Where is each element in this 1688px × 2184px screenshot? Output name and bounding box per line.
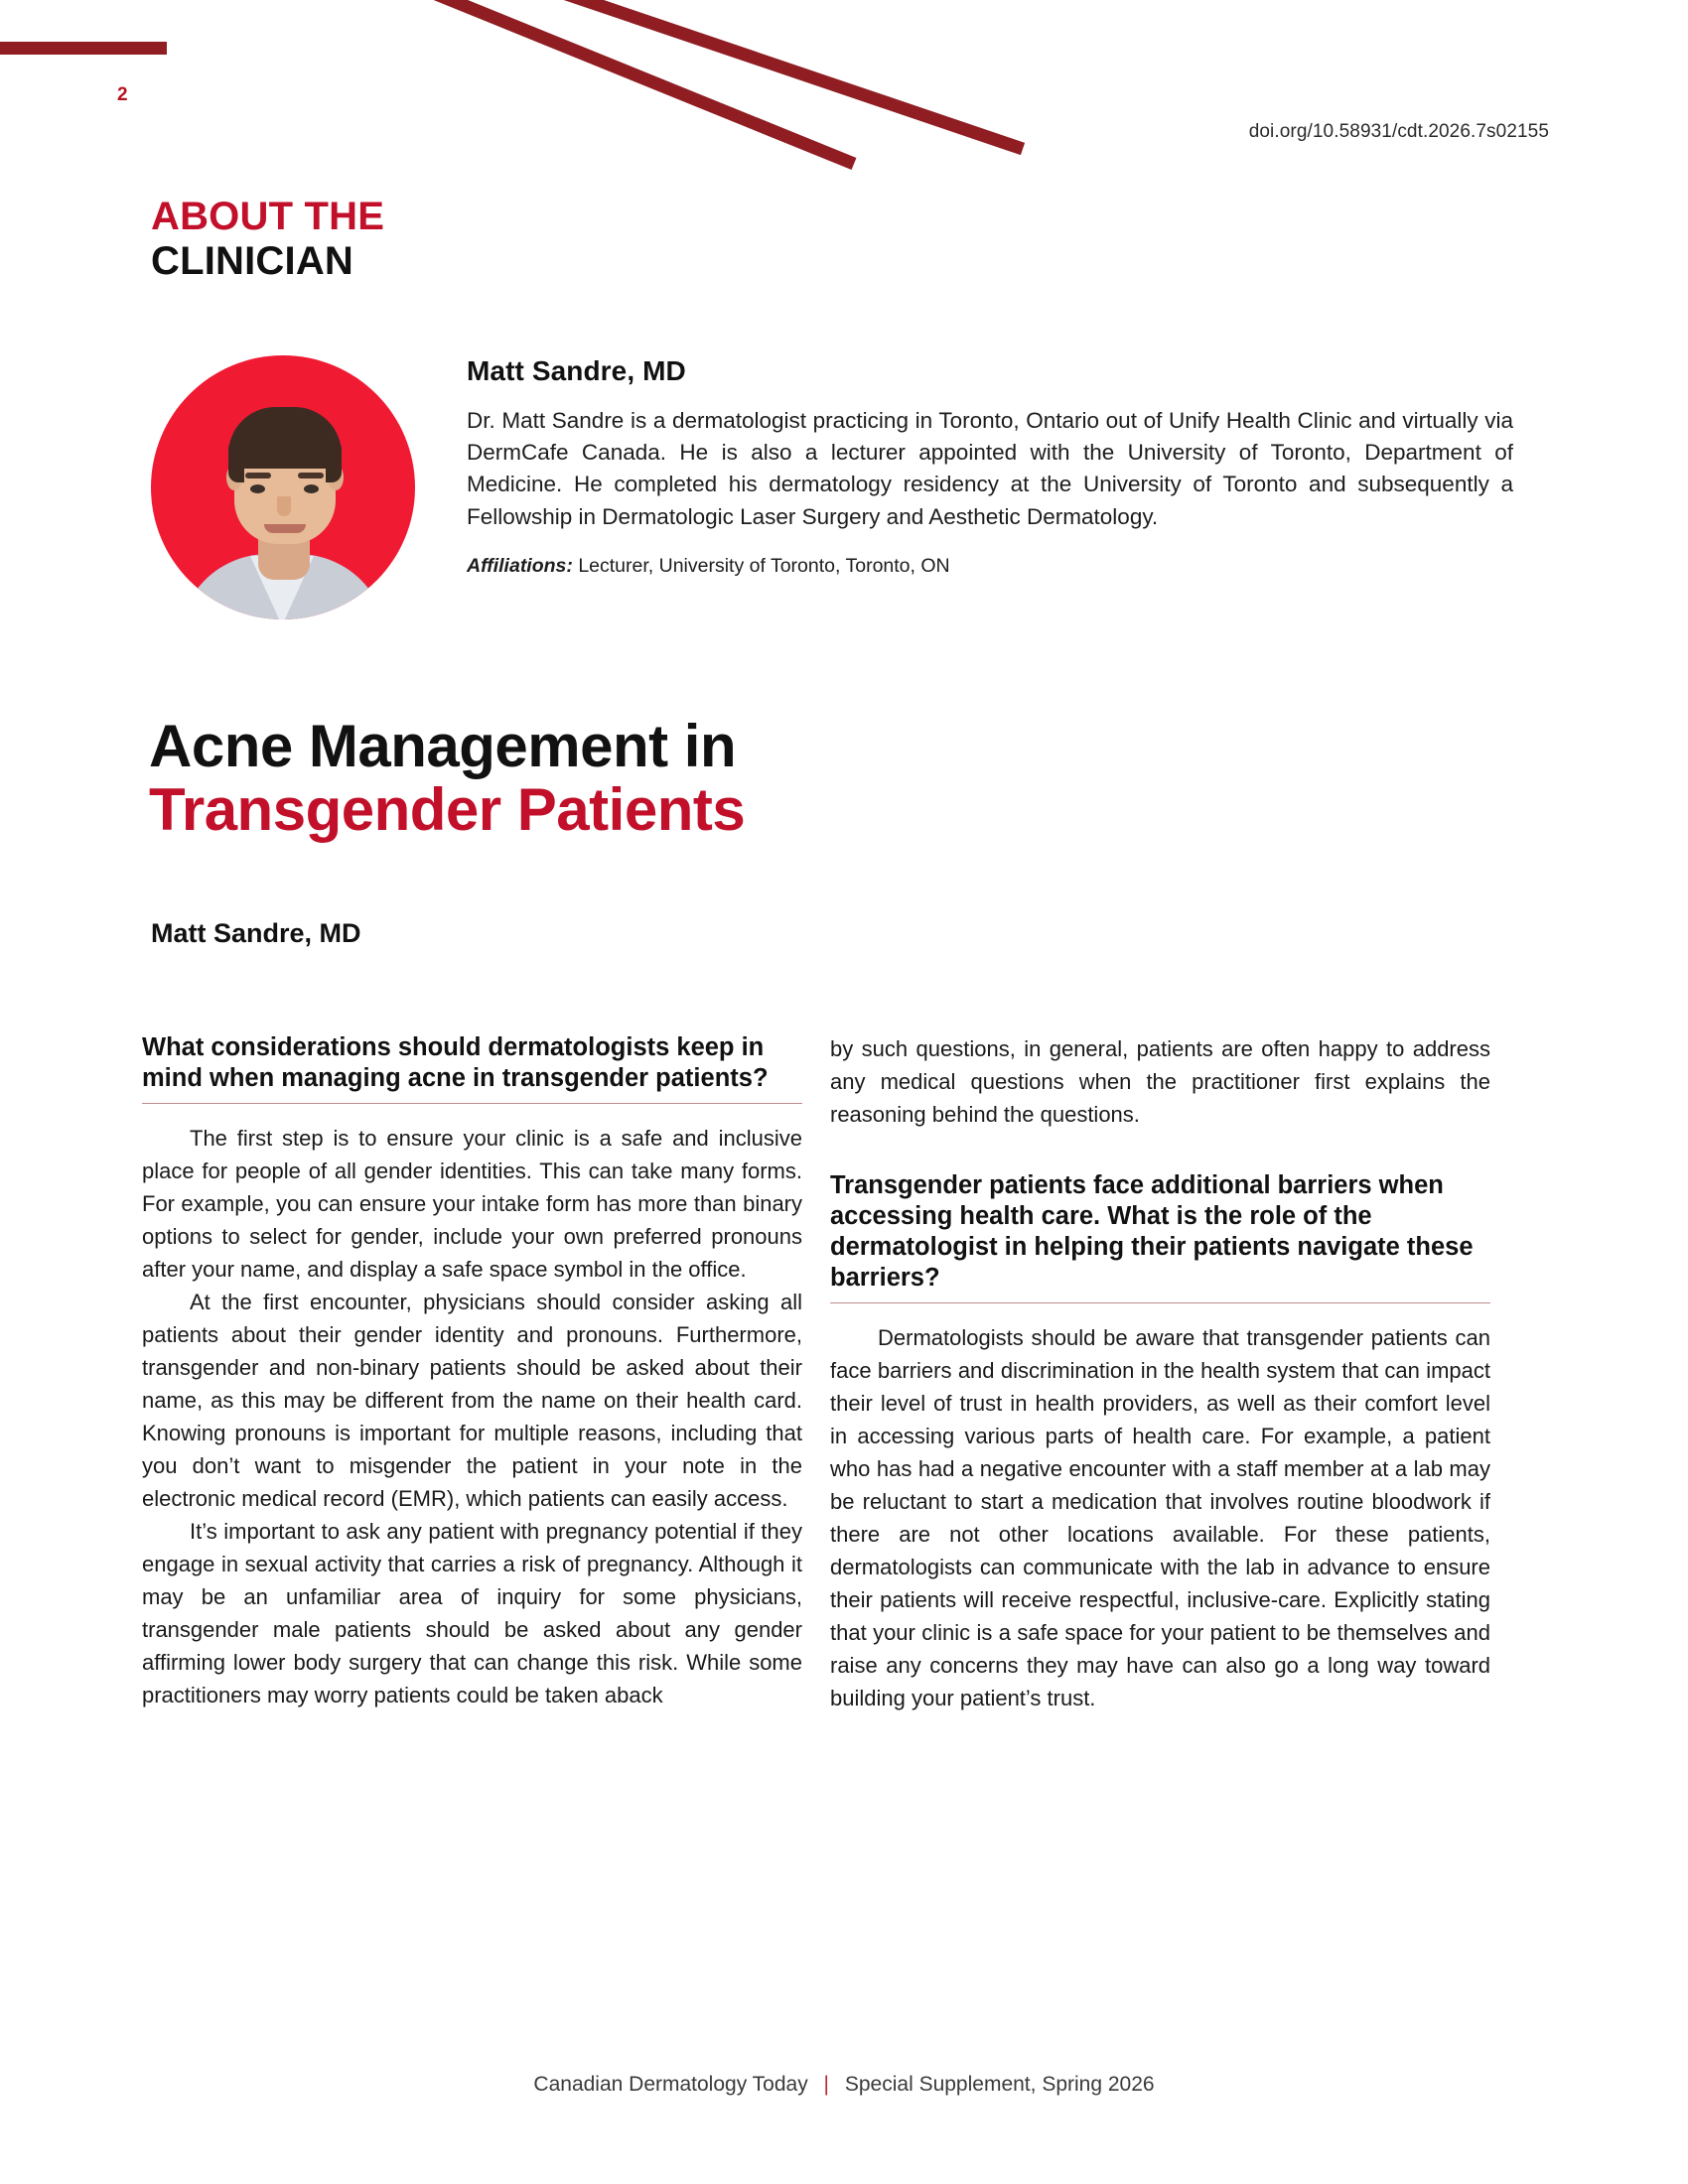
avatar-hair-left <box>228 441 244 482</box>
footer-issue: Special Supplement, Spring 2026 <box>844 2073 1155 2096</box>
avatar-hair-right <box>326 441 342 482</box>
avatar-eye-right <box>304 484 319 493</box>
column-left <box>142 1032 802 1711</box>
avatar-brow-right <box>298 473 324 478</box>
section-heading-line2: CLINICIAN <box>151 238 354 283</box>
section-heading <box>151 195 384 284</box>
affiliations-value: Lecturer, University of Toronto, Toronto, ON <box>578 554 950 577</box>
affiliations-label: Affiliations: <box>467 554 573 577</box>
clinician-affiliations <box>467 555 1513 578</box>
paragraph-continuation: by such questions, in general, patients are often happy to address any medical questions when the practitioner first explains the reasoning behind the questions. <box>830 1036 1490 1127</box>
footer-separator: | <box>823 2073 830 2096</box>
doi-text: doi.org/10.58931/cdt.2026.7s02155 <box>1248 121 1549 142</box>
article-title-line1: Acne Management in <box>149 713 737 779</box>
section-heading-line1: ABOUT THE <box>151 195 385 238</box>
clinician-biography: Dr. Matt Sandre is a dermatologist practicing in Toronto, Ontario out of Unify Health Clinic and virtually via DermCafe Canada. He is also a lecturer appointed with the University of Toronto, Department of Medicine. He completed his dermatology residency at the University of Toronto and subsequently a Fellowship in Dermatologic Laser Surgery and Aesthetic Dermatology. <box>467 408 1513 529</box>
avatar-mouth <box>264 524 306 533</box>
paragraph: It’s important to ask any patient with pregnancy potential if they engage in sexual activity that carries a risk of pregnancy. Although it may be an unfamiliar area of inquiry for some physicians, transgender male patients should be asked about any gender affirming lower body surgery that can change this risk. While some practitioners may worry patients could be taken aback <box>142 1519 802 1708</box>
column-right <box>830 1032 1490 1714</box>
article-title <box>149 715 745 841</box>
avatar <box>151 355 415 619</box>
bio-text-block <box>467 355 1513 578</box>
avatar-brow-left <box>245 473 271 478</box>
avatar-eye-left <box>250 484 265 493</box>
avatar-nose <box>277 496 291 516</box>
article-title-line2: Transgender Patients <box>149 775 746 843</box>
page-footer <box>0 2073 1688 2097</box>
page-number: 2 <box>117 84 128 105</box>
question-rule-1 <box>142 1103 802 1104</box>
article-byline: Matt Sandre, MD <box>151 918 361 948</box>
paragraph: Dermatologists should be aware that transgender patients can face barriers and discrimination in the health system that can impact their level of trust in health providers, as well as their comfort level in accessing various parts of health care. For example, a patient who has had a negative encounter with a staff member at a lab may be reluctant to start a medication that involves routine bloodwork if there are not other locations available. For these patients, dermatologists can communicate with the lab in advance to ensure their patients will receive respectful, inclusive-care. Explicitly stating that your clinic is a safe space for your patient to be themselves and raise any concerns they may have can also go a long way toward building your patient’s trust. <box>830 1325 1490 1711</box>
decorative-header-strokes <box>0 0 1688 199</box>
paragraph: At the first encounter, physicians should consider asking all patients about their gender identity and pronouns. Furthermore, transgender and non-binary patients should be asked about their name, as this may be different from the name on their health card. Knowing pronouns is important for multiple reasons, including that you don’t want to misgender the patient in your note in the electronic medical record (EMR), which patients can easily access. <box>142 1290 802 1512</box>
clinician-name: Matt Sandre, MD <box>467 355 686 386</box>
header-accent-bar <box>0 42 167 55</box>
diagonal-lines-graphic <box>0 0 1688 199</box>
question-rule-2 <box>830 1302 1490 1303</box>
question-heading-2: Transgender patients face additional barriers when accessing health care. What is the role of the dermatologist in helping their patients navigate these barriers? <box>830 1171 1474 1293</box>
question-heading-1: What considerations should dermatologists keep in mind when managing acne in transgender patients? <box>142 1033 769 1093</box>
paragraph: The first step is to ensure your clinic is a safe and inclusive place for people of all gender identities. This can take many forms. For example, you can ensure your intake form has more than binary options to select for gender, include your own preferred pronouns after your name, and display a safe space symbol in the office. <box>142 1126 802 1283</box>
footer-publication: Canadian Dermatology Today <box>533 2073 808 2096</box>
avatar-hair <box>228 407 342 469</box>
